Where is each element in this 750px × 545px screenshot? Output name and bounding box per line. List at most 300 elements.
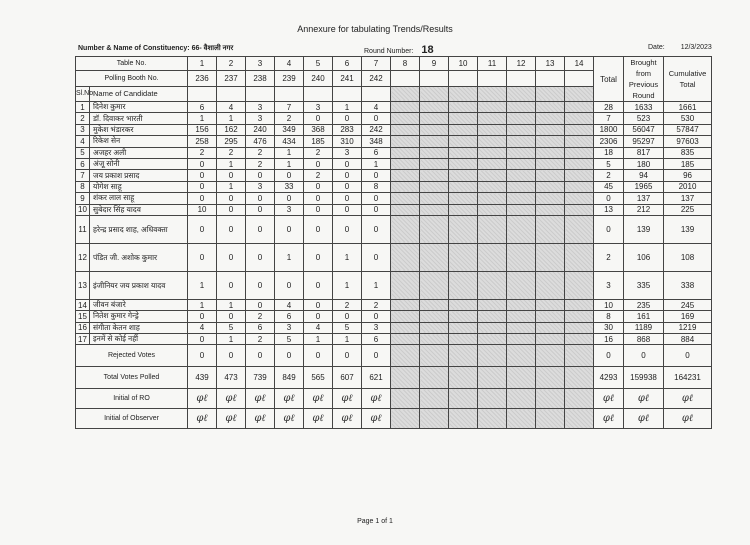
vote-cell: 258 [188,136,217,147]
vote-cell-empty [565,271,594,299]
vote-cell: 349 [275,124,304,135]
brought-cell: 106 [624,243,664,271]
candidate-slno: 1 [76,102,90,113]
vote-cell-empty [565,102,594,113]
vote-cell: 0 [362,215,391,243]
candidate-row [76,243,712,271]
candidate-row [76,311,712,322]
vote-cell: 348 [362,136,391,147]
signature-cell-empty [478,409,507,429]
vote-cell-empty [449,299,478,310]
vote-cell: 4 [188,322,217,333]
candidate-slno: 13 [76,271,90,299]
vote-cell-empty [420,345,449,367]
vote-cell-empty [478,215,507,243]
total-cell: 0 [594,215,624,243]
header-blank-cell [275,86,304,101]
vote-cell: 0 [188,334,217,345]
brought-cell: 1189 [624,322,664,333]
observer-initial-signature: φℓ [188,409,217,429]
vote-cell: 2 [304,147,333,158]
vote-cell: 1 [275,243,304,271]
vote-cell-empty [507,193,536,204]
signature-cell-empty [536,389,565,409]
vote-cell: 0 [304,204,333,215]
table-number-cell: 7 [362,57,391,71]
polling-booth-label: Polling Booth No. [76,71,188,86]
vote-cell: 2 [246,158,275,169]
vote-cell-empty [536,113,565,124]
vote-cell: 0 [246,299,275,310]
brought-cell: 94 [624,170,664,181]
vote-cell-empty [565,322,594,333]
vote-cell: 0 [217,345,246,367]
candidate-row [76,299,712,310]
vote-cell-empty [565,204,594,215]
vote-cell-empty [507,158,536,169]
candidate-row [76,215,712,243]
vote-cell-empty [565,215,594,243]
candidate-slno: 6 [76,158,90,169]
candidate-name: अंजू सोनी [90,158,188,169]
initial-of-ro-row [76,389,712,409]
signature-cell-empty [536,409,565,429]
vote-cell-empty [391,334,420,345]
total-cell: 1800 [594,124,624,135]
vote-cell: 2 [362,299,391,310]
cumulative-cell: 2010 [664,181,712,192]
observer-initial-signature: φℓ [304,409,333,429]
booth-number-cell: 236 [188,71,217,86]
vote-cell-empty [565,334,594,345]
candidate-name: हरेन्द्र प्रसाद शाह, अधिवक्ता [90,215,188,243]
vote-cell: 0 [275,271,304,299]
signature-cell-empty [478,389,507,409]
vote-cell: 2 [333,299,362,310]
vote-cell-empty [507,215,536,243]
vote-cell-empty [420,322,449,333]
vote-cell: 739 [246,367,275,389]
vote-cell-empty [478,334,507,345]
vote-cell-empty [478,367,507,389]
vote-cell: 3 [333,147,362,158]
vote-cell-empty [420,311,449,322]
vote-cell-empty [449,311,478,322]
candidate-row [76,147,712,158]
initial-of-observer-label: Initial of Observer [76,409,188,429]
vote-cell-empty [449,102,478,113]
table-number-cell: 11 [478,57,507,71]
vote-cell: 2 [275,113,304,124]
table-number-cell: 3 [246,57,275,71]
ro-initial-signature: φℓ [594,389,624,409]
vote-cell: 0 [333,204,362,215]
vote-cell: 476 [246,136,275,147]
cumulative-header: Cumulative Total [664,57,712,102]
date-label: Date: [648,44,665,51]
vote-cell-empty [536,102,565,113]
cumulative-cell: 1219 [664,322,712,333]
vote-cell-empty [507,170,536,181]
vote-cell-empty [420,102,449,113]
candidate-row [76,124,712,135]
brought-cell: 212 [624,204,664,215]
vote-cell: 1 [333,102,362,113]
signature-cell-empty [565,409,594,429]
vote-cell: 6 [188,102,217,113]
vote-cell: 0 [333,113,362,124]
vote-cell-empty [391,136,420,147]
table-number-cell: 6 [333,57,362,71]
vote-cell: 33 [275,181,304,192]
candidate-slno: 12 [76,243,90,271]
vote-cell: 0 [362,311,391,322]
header-blank-cell [362,86,391,101]
vote-cell: 0 [275,345,304,367]
vote-cell-empty [507,322,536,333]
candidate-row [76,204,712,215]
candidate-name: संगीता केतन शाह [90,322,188,333]
vote-cell: 240 [246,124,275,135]
vote-cell: 1 [362,271,391,299]
vote-cell: 0 [246,215,275,243]
vote-cell: 0 [333,170,362,181]
vote-cell: 0 [188,345,217,367]
vote-cell: 0 [304,345,333,367]
cumulative-cell: 57847 [664,124,712,135]
header-blank-cell [565,86,594,101]
cumulative-cell: 338 [664,271,712,299]
candidate-slno: 8 [76,181,90,192]
rejected-votes-row [76,345,712,367]
table-number-cell: 2 [217,57,246,71]
brought-cell: 1965 [624,181,664,192]
brought-cell: 335 [624,271,664,299]
vote-cell-empty [565,311,594,322]
total-votes-polled-label: Total Votes Polled [76,367,188,389]
vote-cell-empty [565,193,594,204]
vote-cell: 434 [275,136,304,147]
table-number-cell: 5 [304,57,333,71]
vote-cell: 1 [275,147,304,158]
vote-cell: 3 [275,322,304,333]
results-table [75,56,712,429]
vote-cell-empty [478,311,507,322]
ro-initial-signature: φℓ [246,389,275,409]
header-blank-cell [391,86,420,101]
vote-cell-empty [507,367,536,389]
vote-cell-empty [536,181,565,192]
signature-cell-empty [565,389,594,409]
vote-cell-empty [391,311,420,322]
round-label: Round Number: [364,48,414,55]
vote-cell: 3 [362,322,391,333]
candidate-row [76,170,712,181]
vote-cell: 1 [217,113,246,124]
total-cell: 45 [594,181,624,192]
candidate-row [76,158,712,169]
vote-cell: 1 [188,113,217,124]
candidate-slno: 3 [76,124,90,135]
total-cell: 18 [594,147,624,158]
vote-cell: 10 [188,204,217,215]
vote-cell: 283 [333,124,362,135]
vote-cell-empty [391,243,420,271]
booth-number-cell-empty [420,71,449,86]
signature-cell-empty [449,409,478,429]
vote-cell-empty [536,345,565,367]
vote-cell: 0 [333,215,362,243]
vote-cell: 2 [246,334,275,345]
table-number-row [76,57,712,71]
vote-cell: 0 [362,345,391,367]
brought-cell: 95297 [624,136,664,147]
slno-header: Sl.No. [76,86,90,101]
brought-cell: 180 [624,158,664,169]
rejected-votes-label: Rejected Votes [76,345,188,367]
vote-cell: 1 [362,158,391,169]
vote-cell-empty [420,271,449,299]
vote-cell-empty [420,147,449,158]
ro-initial-signature: φℓ [217,389,246,409]
ro-initial-signature: φℓ [275,389,304,409]
candidate-slno: 17 [76,334,90,345]
vote-cell: 8 [362,181,391,192]
vote-cell: 0 [217,271,246,299]
vote-cell: 6 [362,334,391,345]
vote-cell-empty [565,113,594,124]
vote-cell: 0 [246,271,275,299]
header-blank-cell [333,86,362,101]
vote-cell-empty [449,181,478,192]
booth-number-cell-empty [391,71,420,86]
table-number-cell: 9 [420,57,449,71]
vote-cell: 2 [246,311,275,322]
cumulative-cell: 164231 [664,367,712,389]
vote-cell: 1 [217,299,246,310]
candidate-slno: 9 [76,193,90,204]
vote-cell-empty [391,170,420,181]
vote-cell-empty [478,204,507,215]
signature-cell-empty [507,409,536,429]
vote-cell: 0 [333,193,362,204]
candidate-row [76,271,712,299]
vote-cell: 310 [333,136,362,147]
candidate-name: सुबेदार सिंह यादव [90,204,188,215]
vote-cell-empty [507,271,536,299]
vote-cell-empty [449,147,478,158]
vote-cell-empty [536,271,565,299]
vote-cell-empty [565,345,594,367]
vote-cell-empty [449,124,478,135]
vote-cell-empty [507,204,536,215]
header-blank-cell [188,86,217,101]
vote-cell: 1 [217,334,246,345]
vote-cell-empty [565,158,594,169]
vote-cell: 1 [275,158,304,169]
vote-cell: 185 [304,136,333,147]
header-blank-cell [449,86,478,101]
booth-number-cell-empty [565,71,594,86]
vote-cell: 4 [275,299,304,310]
vote-cell: 0 [362,170,391,181]
brought-cell: 1633 [624,102,664,113]
vote-cell-empty [565,136,594,147]
vote-cell: 0 [217,204,246,215]
brought-cell: 159938 [624,367,664,389]
vote-cell-empty [565,124,594,135]
booth-number-cell-empty [536,71,565,86]
vote-cell-empty [420,193,449,204]
vote-cell-empty [420,299,449,310]
ro-initial-signature: φℓ [304,389,333,409]
candidate-row [76,193,712,204]
brought-cell: 0 [624,345,664,367]
date-info [648,44,712,51]
vote-cell: 0 [246,243,275,271]
booth-number-cell: 241 [333,71,362,86]
cumulative-cell: 530 [664,113,712,124]
vote-cell-empty [536,158,565,169]
header-blank-cell [246,86,275,101]
vote-cell-empty [536,334,565,345]
ro-initial-signature: φℓ [362,389,391,409]
booth-number-cell-empty [507,71,536,86]
vote-cell: 0 [304,311,333,322]
vote-cell: 0 [304,243,333,271]
vote-cell: 162 [217,124,246,135]
vote-cell: 0 [188,181,217,192]
total-cell: 16 [594,334,624,345]
vote-cell: 849 [275,367,304,389]
signature-cell-empty [420,409,449,429]
vote-cell-empty [536,204,565,215]
cumulative-cell: 225 [664,204,712,215]
candidate-row [76,322,712,333]
vote-cell: 1 [304,334,333,345]
vote-cell: 0 [275,193,304,204]
vote-cell-empty [449,215,478,243]
vote-cell-empty [536,170,565,181]
vote-cell: 4 [304,322,333,333]
vote-cell: 7 [275,102,304,113]
signature-cell-empty [420,389,449,409]
vote-cell: 0 [333,311,362,322]
vote-cell: 1 [217,158,246,169]
vote-cell: 0 [188,215,217,243]
brought-cell: 523 [624,113,664,124]
candidate-name: जय प्रकाश प्रसाद [90,170,188,181]
booth-number-cell: 239 [275,71,304,86]
candidate-slno: 2 [76,113,90,124]
header-blank-cell [507,86,536,101]
vote-cell-empty [391,113,420,124]
vote-cell: 0 [362,243,391,271]
vote-cell-empty [507,124,536,135]
signature-cell-empty [391,389,420,409]
candidate-slno: 14 [76,299,90,310]
vote-cell: 0 [246,345,275,367]
vote-cell-empty [536,124,565,135]
vote-cell-empty [420,243,449,271]
vote-cell: 2 [217,147,246,158]
vote-cell: 3 [246,181,275,192]
vote-cell: 0 [362,113,391,124]
header-blank-cell [420,86,449,101]
vote-cell-empty [565,170,594,181]
vote-cell: 565 [304,367,333,389]
vote-cell-empty [478,136,507,147]
vote-cell-empty [391,367,420,389]
vote-cell: 6 [275,311,304,322]
observer-initial-signature: φℓ [594,409,624,429]
candidate-slno: 4 [76,136,90,147]
vote-cell-empty [507,311,536,322]
vote-cell: 0 [217,170,246,181]
vote-cell-empty [478,147,507,158]
vote-cell-empty [391,124,420,135]
vote-cell-empty [536,136,565,147]
vote-cell-empty [391,322,420,333]
total-header: Total [594,57,624,102]
total-cell: 30 [594,322,624,333]
vote-cell: 3 [246,102,275,113]
cumulative-cell: 1661 [664,102,712,113]
vote-cell-empty [536,299,565,310]
cumulative-cell: 245 [664,299,712,310]
vote-cell: 3 [304,102,333,113]
brought-header: Brought from Previous Round [624,57,664,102]
cumulative-cell: 96 [664,170,712,181]
candidate-name-header: Name of Candidate [90,86,188,101]
candidate-row [76,181,712,192]
vote-cell-empty [536,147,565,158]
vote-cell: 0 [246,204,275,215]
vote-cell: 0 [304,181,333,192]
total-cell: 2 [594,170,624,181]
vote-cell: 5 [217,322,246,333]
vote-cell-empty [391,204,420,215]
vote-cell-empty [565,181,594,192]
vote-cell-empty [565,367,594,389]
vote-cell: 0 [362,204,391,215]
candidate-name: अजहर अली [90,147,188,158]
vote-cell-empty [391,147,420,158]
candidate-name: योगेश साहू [90,181,188,192]
vote-cell-empty [420,158,449,169]
candidate-slno: 11 [76,215,90,243]
vote-cell-empty [391,271,420,299]
constituency-label: Number & Name of Constituency: 66- वैशाली नगर [78,45,234,52]
round-number: 18 [421,44,434,56]
vote-cell: 0 [246,193,275,204]
vote-cell: 3 [246,113,275,124]
vote-cell-empty [449,136,478,147]
candidate-name: रिकेश सेन [90,136,188,147]
vote-cell-empty [536,322,565,333]
vote-cell-empty [536,193,565,204]
vote-cell-empty [420,215,449,243]
vote-cell-empty [478,170,507,181]
total-cell: 3 [594,271,624,299]
vote-cell-empty [478,193,507,204]
vote-cell-empty [391,215,420,243]
observer-initial-signature: φℓ [333,409,362,429]
vote-cell-empty [449,367,478,389]
vote-cell: 621 [362,367,391,389]
initial-of-ro-label: Initial of RO [76,389,188,409]
vote-cell-empty [420,334,449,345]
